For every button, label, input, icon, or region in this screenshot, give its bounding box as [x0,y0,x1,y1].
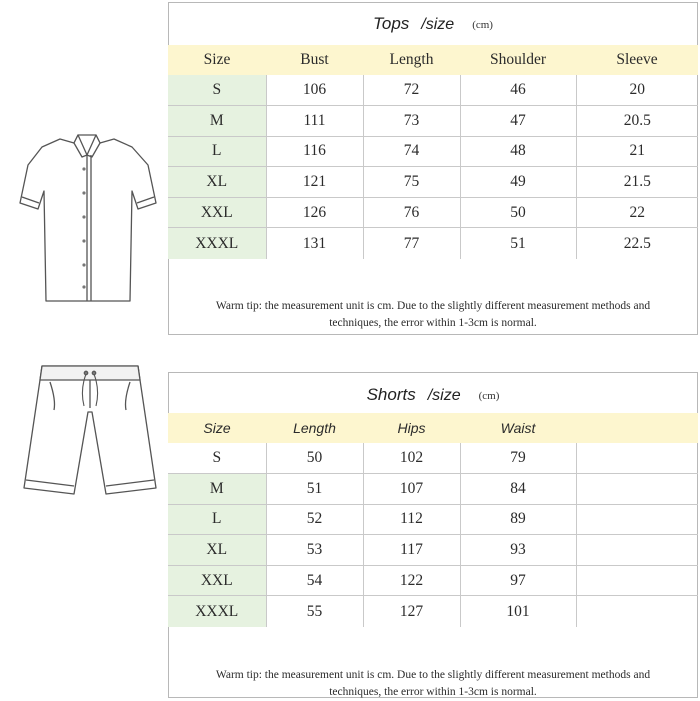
shoulder-cell: 51 [460,228,576,259]
length-cell: 77 [363,228,460,259]
tops-tip-line-1: Warm tip: the measurement unit is cm. Due to the slightly different measurement methods and [215,300,651,312]
tops-warm-tip [174,298,692,332]
tops-title: Tops [373,14,410,33]
shorts-tip-line-2: techniques, the error within 1-3cm is normal. [329,686,537,698]
size-cell: S [168,443,266,474]
hips-cell: 102 [363,443,460,474]
size-cell: M [168,106,266,137]
table-row [168,596,698,627]
header-sleeve: Sleeve [576,45,698,75]
empty-cell [576,596,698,627]
empty-cell [576,443,698,474]
shorts-tip-line-1: Warm tip: the measurement unit is cm. Due to the slightly different measurement methods and [215,669,651,681]
waist-cell: 97 [460,565,576,596]
table-row [168,504,698,535]
table-row [168,474,698,505]
shoulder-cell: 46 [460,75,576,106]
tops-tip-line-2: techniques, the error within 1-3cm is normal. [329,317,537,329]
bust-cell: 131 [266,228,363,259]
empty-cell [576,504,698,535]
size-cell: L [168,136,266,167]
shorts-size-table [168,413,698,627]
hips-cell: 127 [363,596,460,627]
header-size: Size [168,45,266,75]
table-row [168,106,698,137]
size-cell: XXL [168,565,266,596]
size-cell: L [168,504,266,535]
table-row [168,228,698,259]
tops-size-table [168,45,698,259]
sleeve-cell: 20.5 [576,106,698,137]
length-cell: 72 [363,75,460,106]
length-cell: 73 [363,106,460,137]
table-row [168,167,698,198]
table-header-row [168,45,698,75]
waist-cell: 93 [460,535,576,566]
table-row [168,443,698,474]
waist-cell: 79 [460,443,576,474]
header-waist: Waist [460,413,576,443]
header-hips: Hips [363,413,460,443]
table-row [168,565,698,596]
length-cell: 52 [266,504,363,535]
size-cell: S [168,75,266,106]
shorts-size-label: /size [427,387,461,404]
shirt-illustration [12,125,162,315]
length-cell: 74 [363,136,460,167]
hips-cell: 107 [363,474,460,505]
tops-unit: (cm) [472,19,493,31]
bust-cell: 126 [266,197,363,228]
length-cell: 51 [266,474,363,505]
bust-cell: 116 [266,136,363,167]
length-cell: 54 [266,565,363,596]
header-size: Size [168,413,266,443]
shorts-illustration [20,360,160,500]
size-cell: XL [168,167,266,198]
table-header-row [168,413,698,443]
sleeve-cell: 22 [576,197,698,228]
table-row [168,535,698,566]
length-cell: 75 [363,167,460,198]
header-length: Length [363,45,460,75]
shorts-unit: (cm) [478,390,500,402]
shorts-title: Shorts [366,385,416,404]
length-cell: 55 [266,596,363,627]
size-cell: XXXL [168,228,266,259]
sleeve-cell: 22.5 [623,234,651,252]
length-cell: 53 [266,535,363,566]
sleeve-cell: 21.5 [576,167,698,198]
tops-title-row [169,14,697,34]
shoulder-cell: 47 [460,106,576,137]
size-cell: XXL [168,197,266,228]
shoulder-cell: 48 [460,136,576,167]
waist-cell: 84 [460,474,576,505]
empty-cell [576,535,698,566]
table-row [168,75,698,106]
waist-cell: 101 [460,596,576,627]
empty-cell [576,565,698,596]
bust-cell: 121 [266,167,363,198]
bust-cell: 111 [266,106,363,137]
length-cell: 50 [266,443,363,474]
table-row [168,197,698,228]
empty-cell [576,474,698,505]
shorts-warm-tip [174,667,692,701]
hips-cell: 122 [363,565,460,596]
header-length: Length [266,413,363,443]
shoulder-cell: 50 [460,197,576,228]
table-row [168,136,698,167]
size-cell: XXXL [168,596,266,627]
header-empty [576,413,698,443]
length-cell: 76 [363,197,460,228]
tops-size-label: /size [421,16,455,33]
size-cell: M [168,474,266,505]
header-bust: Bust [266,45,363,75]
hips-cell: 112 [363,504,460,535]
hips-cell: 117 [363,535,460,566]
sleeve-cell: 20 [576,75,698,106]
size-cell: XL [168,535,266,566]
waist-cell: 89 [460,504,576,535]
shorts-title-row [169,385,697,405]
header-shoulder: Shoulder [460,45,576,75]
shoulder-cell: 49 [460,167,576,198]
bust-cell: 106 [266,75,363,106]
sleeve-cell: 21 [576,136,698,167]
